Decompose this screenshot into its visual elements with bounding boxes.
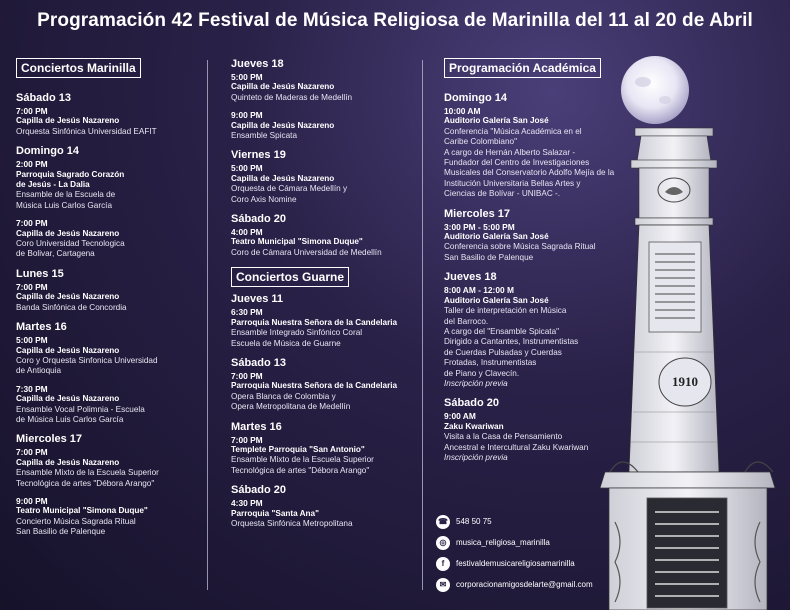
event-time: 7:00 PM <box>231 370 263 381</box>
event-item <box>231 110 421 141</box>
monument-illustration <box>595 52 790 610</box>
event-description: Coro Universidad Tecnologica de Bolivar, Cartagena <box>16 239 125 259</box>
day-heading: Lunes 15 <box>16 267 64 280</box>
day-heading: Viernes 19 <box>231 149 286 162</box>
event-description: Ensamble Mixto de la Escuela Superior Tecnológica de artes "Débora Arango" <box>16 468 159 488</box>
day-heading: Jueves 18 <box>444 271 497 284</box>
moon <box>621 56 689 124</box>
event-description: Taller de interpretación en Música del Barroco. A cargo del "Ensamble Spicata" Dirigido a Cantantes, Instrumentistas de Cuerdas Pulsadas y Cuerdas Frotadas, Instrumentistas de Piano y Clavecín. <box>444 306 579 378</box>
event-item <box>16 384 206 426</box>
event-time: 7:00 PM <box>231 434 263 445</box>
column-marinilla <box>16 58 206 545</box>
event-time: 7:30 PM <box>16 383 48 394</box>
day-heading: Sábado 13 <box>16 92 72 104</box>
day-heading: Jueves 11 <box>231 293 283 306</box>
day-heading: Martes 16 <box>231 420 282 433</box>
event-item <box>231 307 421 349</box>
event-description: Ensamble Integrado Sinfónico Coral Escuela de Música de Guarne <box>231 328 363 348</box>
contact-text: musica_religiosa_marinilla <box>456 538 550 547</box>
event-time: 5:00 PM <box>231 163 263 174</box>
event-venue: Parroquia Sagrado Corazón de Jesús - La Dalia <box>16 169 125 190</box>
event-time: 7:00 PM <box>16 281 48 292</box>
schedule-list <box>231 293 421 529</box>
day-heading: Sábado 20 <box>231 213 287 226</box>
event-venue: Capilla de Jesús Nazareno <box>16 116 120 126</box>
page-title: Programación 42 Festival de Música Religiosa de Marinilla del 11 al 20 de Abril <box>37 10 753 31</box>
event-time: 6:30 PM <box>231 307 263 318</box>
day-heading: Sábado 13 <box>231 356 287 369</box>
event-time: 7:00 PM <box>16 218 48 229</box>
day-heading: Sábado 20 <box>444 397 500 410</box>
event-description: Orquesta Sinfónica Universidad EAFIT <box>16 126 157 136</box>
event-description: Concierto Música Sagrada Ritual San Basilio de Palenque <box>16 516 136 537</box>
event-item <box>231 371 421 413</box>
section-title-conciertos-marinilla: Conciertos Marinilla <box>16 58 141 78</box>
event-time: 5:00 PM <box>231 72 263 82</box>
section-title-conciertos-guarne: Conciertos Guarne <box>231 267 349 287</box>
event-venue: Parroquia Nuestra Señora de la Candelaria <box>231 317 398 327</box>
event-description: Coro y Orquesta Sinfonica Universidad de Antioquia <box>16 355 158 376</box>
day-heading: Domingo 14 <box>16 145 79 158</box>
event-item <box>231 498 421 529</box>
day-heading: Miercoles 17 <box>16 433 83 446</box>
event-item <box>16 496 206 538</box>
column-divider <box>207 60 208 590</box>
event-venue: Auditorio Galería San José <box>444 116 549 126</box>
event-time: 10:00 AM <box>444 106 481 116</box>
event-time: 4:00 PM <box>231 227 263 238</box>
section-title-programacion-academica: Programación Académica <box>444 58 601 78</box>
event-venue: Capilla de Jesús Nazareno <box>16 228 120 238</box>
event-note: Inscripción previa <box>444 452 508 462</box>
event-item <box>231 72 421 103</box>
event-description: Coro de Cámara Universidad de Medellín <box>231 247 382 257</box>
event-venue: Capilla de Jesús Nazareno <box>16 345 120 355</box>
event-item <box>16 335 206 377</box>
event-item <box>16 106 206 137</box>
event-item <box>231 163 421 205</box>
column-divider <box>422 60 423 590</box>
event-time: 9:00 PM <box>231 110 263 121</box>
event-venue: Templete Parroquia "San Antonio" <box>231 444 365 454</box>
email-icon: ✉ <box>436 578 450 592</box>
event-time: 5:00 PM <box>16 335 48 346</box>
event-venue: Zaku Kwariwan <box>444 421 504 431</box>
event-item <box>16 447 206 489</box>
event-description: Orquesta de Cámara Medellín y Coro Axis Nomine <box>231 184 348 204</box>
event-venue: Capilla de Jesús Nazareno <box>16 394 120 404</box>
event-venue: Auditorio Galería San José <box>444 232 549 242</box>
event-description: Ensamble Mixto de la Escuela Superior Tecnológica de artes "Débora Arango" <box>231 455 374 475</box>
schedule-list <box>231 58 421 258</box>
event-item <box>16 218 206 260</box>
event-note: Inscripción previa <box>444 378 508 388</box>
event-item <box>16 159 206 211</box>
event-description: Ensamble Spicata <box>231 131 297 141</box>
event-venue: Capilla de Jesús Nazareno <box>231 82 335 92</box>
event-time: 9:00 PM <box>16 495 48 506</box>
event-time: 9:00 AM <box>444 411 476 422</box>
event-description: Conferencia sobre Música Sagrada Ritual San Basilio de Palenque <box>444 242 596 262</box>
event-time: 3:00 PM - 5:00 PM <box>444 221 515 232</box>
event-venue: Capilla de Jesús Nazareno <box>16 292 120 302</box>
instagram-icon: ◎ <box>436 536 450 550</box>
event-description: Conferencia "Música Académica en el Caribe Colombiano" A cargo de Hernán Alberto Salazar - Fundador del Centro de Investigaciones Musicales del Conservatorio Adolfo Mejía de la Institución Universitaria Bellas Artes y Ciencias de Bolívar - UNIBAC -. <box>444 126 615 199</box>
event-time: 8:00 AM - 12:00 M <box>444 285 514 296</box>
schedule-list <box>16 92 206 538</box>
event-description: Quinteto de Maderas de Medellín <box>231 92 353 102</box>
phone-icon: ☎ <box>436 515 450 529</box>
event-item <box>231 227 421 258</box>
day-heading: Domingo 14 <box>444 92 507 104</box>
day-heading: Martes 16 <box>16 321 67 334</box>
event-time: 7:00 PM <box>16 447 48 458</box>
day-heading: Miercoles 17 <box>444 207 511 220</box>
contact-text: 548 50 75 <box>456 517 492 526</box>
day-heading: Jueves 18 <box>231 58 284 70</box>
event-description: Visita a la Casa de Pensamiento Ancestral e Intercultural Zaku Kwariwan <box>444 432 589 452</box>
monument-year: 1910 <box>672 374 698 389</box>
event-description: Ensamble de la Escuela de Música Luis Carlos García <box>16 190 116 210</box>
event-venue: Teatro Municipal "Simona Duque" <box>16 506 148 516</box>
event-venue: Auditorio Galería San José <box>444 295 549 305</box>
event-item <box>16 282 206 313</box>
day-heading: Sábado 20 <box>231 484 287 497</box>
event-time: 7:00 PM <box>16 106 48 116</box>
event-time: 2:00 PM <box>16 159 48 170</box>
event-venue: Teatro Municipal "Simona Duque" <box>231 237 363 247</box>
contact-text: corporacionamigosdelarte@gmail.com <box>456 580 593 589</box>
event-venue: Capilla de Jesús Nazareno <box>16 457 120 467</box>
event-item <box>231 435 421 477</box>
contact-text: festivaldemusicareligiosamarinilla <box>456 559 575 568</box>
column-marinilla-guarne <box>231 58 421 536</box>
event-venue: Parroquia Nuestra Señora de la Candelaria <box>231 381 398 391</box>
event-description: Banda Sinfónica de Concordia <box>16 302 127 312</box>
event-venue: Capilla de Jesús Nazareno <box>231 173 335 183</box>
event-time: 4:30 PM <box>231 498 263 509</box>
event-venue: Parroquia "Santa Ana" <box>231 508 319 518</box>
event-description: Ensamble Vocal Polimnia - Escuela de Música Luis Carlos García <box>16 404 145 424</box>
event-venue: Capilla de Jesús Nazareno <box>231 120 335 130</box>
event-description: Opera Blanca de Colombia y Opera Metropolitana de Medellín <box>231 391 351 412</box>
facebook-icon: f <box>436 557 450 571</box>
event-description: Orquesta Sinfónica Metropolitana <box>231 518 353 528</box>
